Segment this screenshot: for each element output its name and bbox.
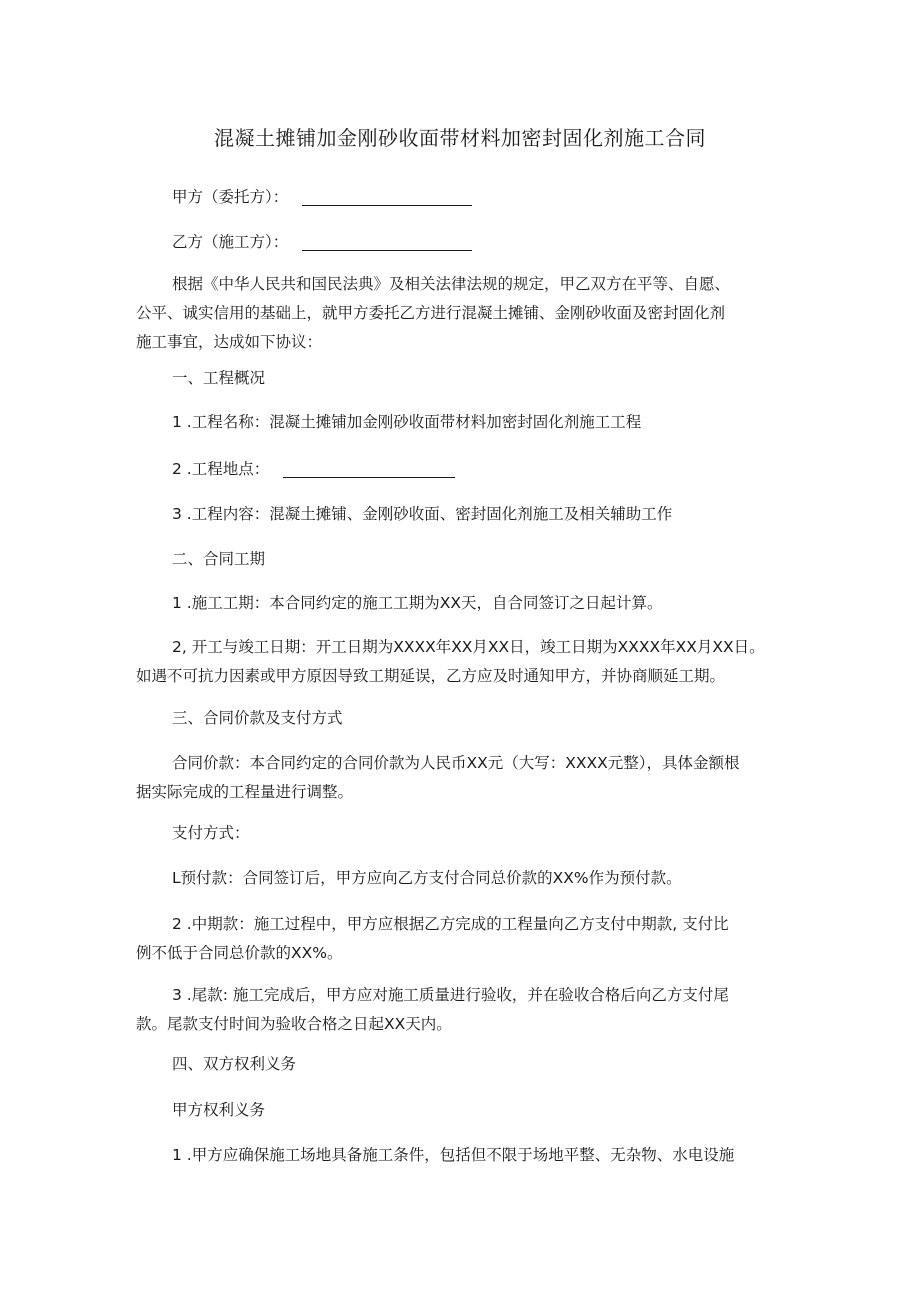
contract-price-line: 合同价款：本合同约定的合同价款为人民币XX元（大写：XXXX元整），具体金额根 xyxy=(172,754,740,772)
document-title: 混凝土摊铺加金刚砂收面带材料加密封固化剂施工合同 xyxy=(214,126,706,150)
project-location-blank xyxy=(283,461,455,478)
start-end-date-line: 2, 开工与竣工日期：开工日期为XXXX年XX月XX日，竣工日期为XXXX年XX月XX日。 xyxy=(172,638,765,656)
party-a-blank xyxy=(302,189,472,206)
party-a-duty-item: 1 .甲方应确保施工场地具备施工条件，包括但不限于场地平整、无杂物、水电设施 xyxy=(172,1146,735,1164)
contract-price-item xyxy=(136,749,796,807)
party-a-label: 甲方（委托方）： xyxy=(172,188,289,206)
advance-payment-item: L预付款：合同签订后，甲方应向乙方支付合同总价款的XX%作为预付款。 xyxy=(172,869,682,887)
project-content-item: 3 .工程内容：混凝土摊铺、金刚砂收面、密封固化剂施工及相关辅助工作 xyxy=(172,505,673,523)
interim-payment-item xyxy=(136,910,796,968)
section-heading: 一、工程概况 xyxy=(172,369,266,387)
start-end-date-item xyxy=(136,633,796,691)
sub-heading: 甲方权利义务 xyxy=(172,1101,266,1119)
project-name-item: 1 .工程名称：混凝土摊铺加金刚砂收面带材料加密封固化剂施工工程 xyxy=(172,413,642,431)
intro-line: 根据《中华人民共和国民法典》及相关法律法规的规定，甲乙双方在平等、自愿、 xyxy=(172,275,731,293)
section-heading: 四、双方权利义务 xyxy=(172,1055,297,1073)
contract-price-line: 据实际完成的工程量进行调整。 xyxy=(136,783,354,801)
section-heading: 二、合同工期 xyxy=(172,550,266,568)
party-b-line xyxy=(136,228,796,257)
interim-payment-line: 例不低于合同总价款的XX%。 xyxy=(136,944,343,962)
interim-payment-line: 2 .中期款：施工过程中，甲方应根据乙方完成的工程量向乙方支付中期款, 支付比 xyxy=(172,915,729,933)
start-end-date-line: 如遇不可抗力因素或甲方原因导致工期延误，乙方应及时通知甲方，并协商顺延工期。 xyxy=(136,667,726,685)
section-heading: 三、合同价款及支付方式 xyxy=(172,709,343,727)
project-location-label: 2 .工程地点： xyxy=(172,460,270,478)
final-payment-item xyxy=(136,981,796,1039)
payment-method-label: 支付方式： xyxy=(172,824,250,842)
final-payment-line: 3 .尾款: 施工完成后，甲方应对施工质量进行验收，并在验收合格后向乙方支付尾 xyxy=(172,986,729,1004)
project-location-item xyxy=(136,455,796,484)
final-payment-line: 款。尾款支付时间为验收合格之日起XX天内。 xyxy=(136,1015,452,1033)
construction-period-item: 1 .施工工期：本合同约定的施工工期为XX天，自合同签订之日起计算。 xyxy=(172,594,663,612)
party-b-blank xyxy=(302,234,472,251)
party-b-label: 乙方（施工方）： xyxy=(172,233,289,251)
party-a-line xyxy=(136,183,796,212)
intro-line: 施工事宜，达成如下协议： xyxy=(136,333,323,351)
intro-paragraph xyxy=(136,270,796,357)
intro-line: 公平、诚实信用的基础上，就甲方委托乙方进行混凝土摊铺、金刚砂收面及密封固化剂 xyxy=(136,304,726,322)
